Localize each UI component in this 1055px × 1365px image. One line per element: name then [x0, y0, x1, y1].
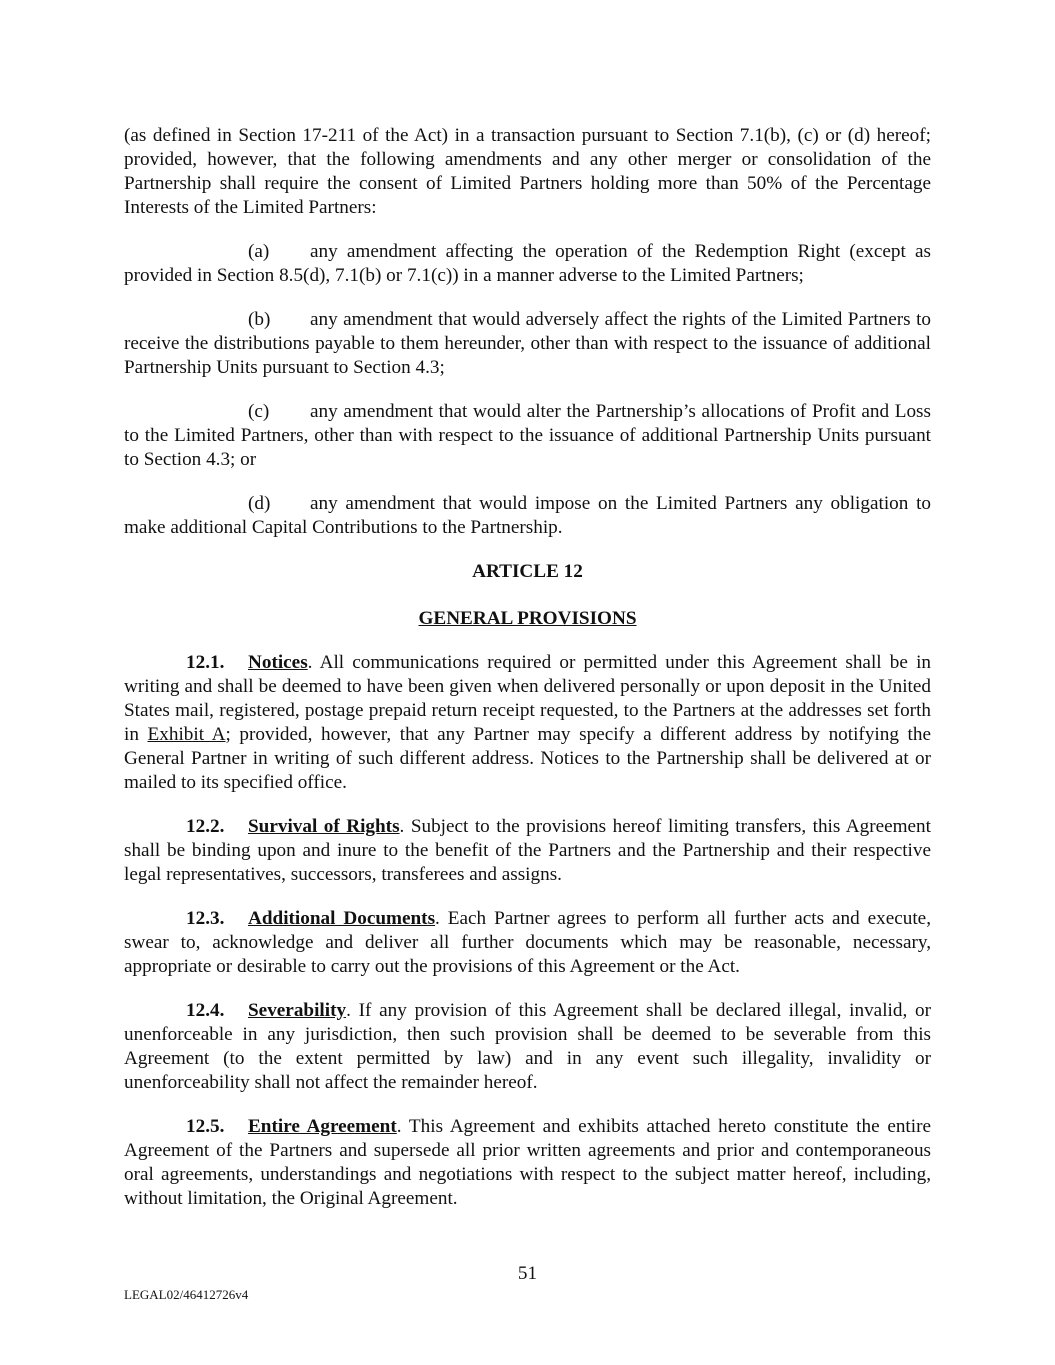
list-item-b	[124, 308, 931, 380]
section-severability	[124, 999, 931, 1095]
section-number: 12.3.	[186, 908, 225, 929]
section-additional-documents	[124, 907, 931, 979]
intro-paragraph: (as defined in Section 17-211 of the Act) in a transaction pursuant to Section 7.1(b), (c) or (d) hereof; provided, however, that the following amendments and any other merger or consolidation of the Partnership shall require the consent of Limited Partners holding more than 50% of the Percentage Interests of the Limited Partners:	[124, 125, 931, 218]
section-survival-of-rights	[124, 815, 931, 887]
exhibit-reference: Exhibit A	[147, 724, 226, 745]
list-item-text: any amendment that would alter the Partnership’s allocations of Profit and Loss to the Limited Partners, other than with respect to the issuance of additional Partnership Units pursuant to Section 4.3; or	[124, 401, 931, 470]
section-number: 12.1.	[186, 652, 225, 673]
list-item-label: (b)	[248, 309, 271, 330]
document-code: LEGAL02/46412726v4	[124, 1287, 249, 1302]
article-title: GENERAL PROVISIONS	[418, 608, 637, 629]
list-item-label: (a)	[248, 241, 270, 262]
section-number: 12.4.	[186, 1000, 225, 1021]
section-title: Additional Documents	[248, 908, 436, 929]
section-text-continued: ; provided, however, that any Partner may specify a different address by notifying the General Partner in writing of such different address. Notices to the Partnership shall be delivered at or mailed to its specified office.	[124, 724, 931, 793]
section-text: . All communications required or permitted under this Agreement shall be in writing and shall be deemed to have been given when delivered personally or upon deposit in the United States mail, registered, postage prepaid return receipt requested, to the Partners at the addresses set forth in	[124, 652, 931, 745]
section-text: . Each Partner agrees to perform all further acts and execute, swear to, acknowledge and deliver all further documents which may be reasonable, necessary, appropriate or desirable to carry out the provisions of this Agreement or the Act.	[124, 908, 931, 977]
list-item-c	[124, 400, 931, 472]
section-title: Entire Agreement	[248, 1116, 397, 1137]
section-text: . This Agreement and exhibits attached hereto constitute the entire Agreement of the Partners and supersede all prior written agreements and prior and contemporaneous oral agreements, understandings and negotiations with respect to the subject matter hereof, including, without limitation, the Original Agreement.	[124, 1116, 931, 1209]
document-page	[124, 124, 931, 1231]
section-entire-agreement	[124, 1115, 931, 1211]
list-item-label: (c)	[248, 401, 270, 422]
page-number: 51	[517, 1263, 538, 1284]
list-item-a	[124, 240, 931, 288]
section-text: . Subject to the provisions hereof limiting transfers, this Agreement shall be binding upon and inure to the benefit of the Partners and the Partnership and their respective legal representatives, successors, transferees and assigns.	[124, 816, 931, 885]
section-number: 12.5.	[186, 1116, 225, 1137]
section-title: Notices	[248, 652, 308, 673]
section-title: Survival of Rights	[248, 816, 400, 837]
section-text: . If any provision of this Agreement shall be declared illegal, invalid, or unenforceable in any jurisdiction, then such provision shall be deemed to be severable from this Agreement (to the extent permitted by law) and in any event such illegality, invalidity or unenforceability shall not affect the remainder hereof.	[124, 1000, 931, 1093]
article-number: ARTICLE 12	[472, 561, 583, 582]
section-title: Severability	[248, 1000, 347, 1021]
list-item-text: any amendment that would adversely affect the rights of the Limited Partners to receive the distributions payable to them hereunder, other than with respect to the issuance of additional Partnership Units pursuant to Section 4.3;	[124, 309, 931, 378]
list-item-label: (d)	[248, 493, 271, 514]
list-item-d	[124, 492, 931, 540]
list-item-text: any amendment that would impose on the Limited Partners any obligation to make additional Capital Contributions to the Partnership.	[124, 493, 931, 538]
section-number: 12.2.	[186, 816, 225, 837]
section-notices	[124, 651, 931, 795]
list-item-text: any amendment affecting the operation of the Redemption Right (except as provided in Section 8.5(d), 7.1(b) or 7.1(c)) in a manner adverse to the Limited Partners;	[124, 241, 931, 286]
